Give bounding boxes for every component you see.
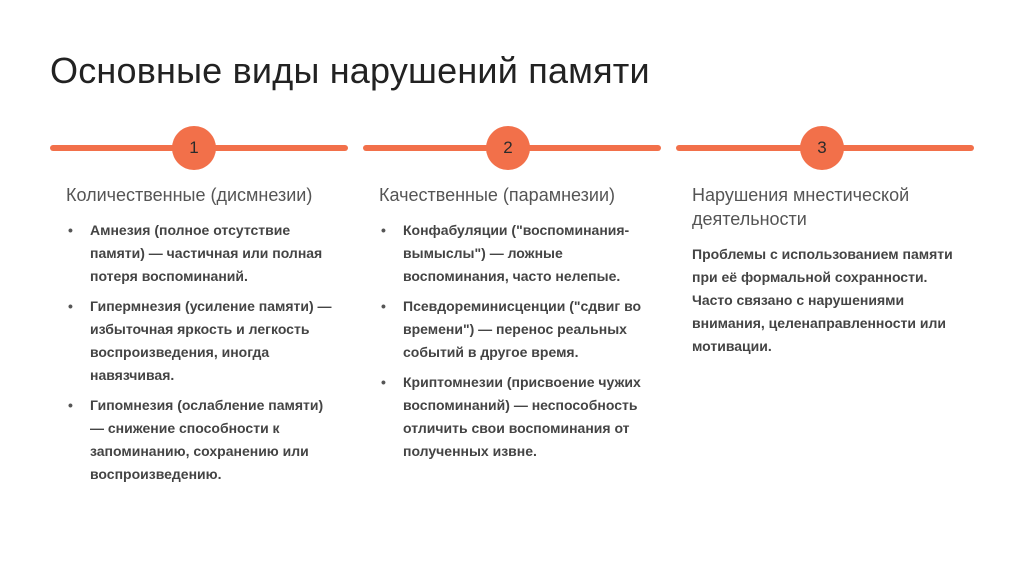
bullet-list [66,219,336,486]
column-heading: Нарушения мнестической деятельности [692,185,910,229]
list-item: • Амнезия (полное отсутствие памяти) — частичная или полная потеря воспоминаний. [66,219,336,288]
page-title: Основные виды нарушений памяти [50,50,650,91]
column-heading: Количественные (дисмнезии) [66,185,313,205]
step-number-3: 3 [800,126,844,170]
list-item: • Конфабуляции ("воспоминания-вымыслы") — ложные воспоминания, часто нелепые. [379,219,644,288]
column-quantitative [66,183,336,493]
step-number-2: 2 [486,126,530,170]
list-item: • Гипомнезия (ослабление памяти) — снижение способности к запоминанию, сохранению или воспроизведению. [66,394,336,486]
list-item: • Криптомнезии (присвоение чужих воспоминаний) — неспособность отличить свои воспоминания от полученных извне. [379,371,644,463]
step-number-1: 1 [172,126,216,170]
bullet-list [379,219,644,463]
column-qualitative [379,183,644,470]
list-item: • Гипермнезия (усиление памяти) — избыточная яркость и легкость воспроизведения, иногда навязчивая. [66,295,336,387]
column-paragraph: Проблемы с использованием памяти при её формальной сохранности. Часто связано с нарушениями внимания, целенаправленности или мотивации. [692,246,953,354]
list-item: • Псевдореминисценции ("сдвиг во времени") — перенос реальных событий в другое время. [379,295,644,364]
column-mnestic-activity [692,183,962,358]
column-heading: Качественные (парамнезии) [379,185,615,205]
